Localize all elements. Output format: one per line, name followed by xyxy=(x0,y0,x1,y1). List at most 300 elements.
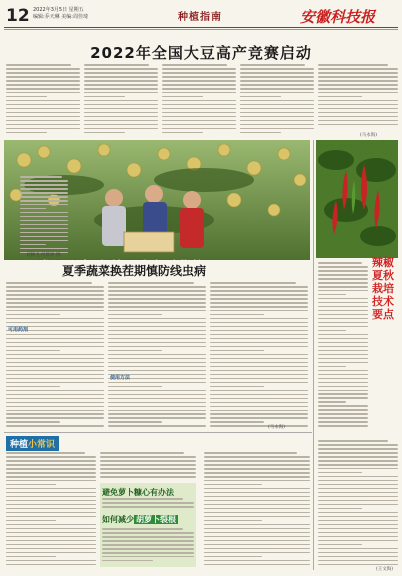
text-lines xyxy=(318,64,398,125)
subhead: 可用药剂 xyxy=(8,327,29,333)
text-line xyxy=(318,564,398,566)
text-line xyxy=(6,464,96,466)
text-line xyxy=(318,88,398,90)
text-line xyxy=(162,84,236,86)
text-line xyxy=(318,504,398,506)
text-line xyxy=(108,282,194,284)
text-line xyxy=(240,84,314,86)
tip-text xyxy=(102,528,194,566)
article-credit: (马永海) xyxy=(268,425,286,430)
text-line xyxy=(162,100,236,102)
text-line xyxy=(162,112,236,114)
text-line xyxy=(6,318,104,320)
text-line xyxy=(6,298,104,300)
text-line xyxy=(100,472,196,474)
text-line xyxy=(318,342,368,344)
text-line xyxy=(108,366,206,368)
text-line xyxy=(318,512,398,514)
text-line xyxy=(318,444,398,446)
text-line xyxy=(210,330,308,332)
text-line xyxy=(204,476,310,478)
tip-heading xyxy=(102,514,178,525)
text-line xyxy=(210,302,308,304)
text-line xyxy=(6,108,80,110)
article-column xyxy=(240,64,314,136)
text-line xyxy=(204,472,310,474)
text-line xyxy=(6,528,96,530)
text-line xyxy=(100,476,196,478)
text-lines xyxy=(6,282,104,427)
text-line xyxy=(162,116,236,118)
text-line xyxy=(318,548,398,550)
text-line xyxy=(162,92,236,94)
text-line xyxy=(6,76,80,78)
text-line xyxy=(84,72,158,74)
text-line xyxy=(318,310,368,312)
section-tag xyxy=(6,436,59,451)
text-line xyxy=(84,112,158,114)
section-divider xyxy=(4,432,312,433)
text-line xyxy=(6,504,96,506)
text-line xyxy=(108,290,206,292)
text-line xyxy=(162,104,236,106)
text-line xyxy=(318,390,368,392)
text-line xyxy=(6,452,85,454)
text-line xyxy=(318,100,398,102)
text-line xyxy=(210,370,308,372)
text-line xyxy=(6,342,104,344)
text-line xyxy=(318,358,368,360)
text-line xyxy=(6,120,80,122)
text-line xyxy=(6,540,96,542)
text-line xyxy=(210,366,308,368)
text-line xyxy=(6,413,104,415)
text-line xyxy=(84,132,125,134)
text-line xyxy=(204,480,310,482)
text-line xyxy=(210,362,308,364)
text-line xyxy=(102,544,194,546)
text-line xyxy=(6,286,104,288)
text-line xyxy=(204,520,262,522)
text-line xyxy=(318,413,368,415)
text-line xyxy=(204,504,310,506)
text-line xyxy=(210,294,308,296)
text-line xyxy=(6,92,80,94)
text-line xyxy=(108,334,206,336)
text-line xyxy=(204,468,310,470)
text-line xyxy=(6,532,96,534)
text-line xyxy=(318,405,368,407)
text-line xyxy=(20,176,62,178)
text-line xyxy=(240,96,281,98)
text-lines xyxy=(210,282,308,427)
text-line xyxy=(20,188,68,190)
text-line xyxy=(318,64,388,66)
text-line xyxy=(318,326,368,328)
text-line xyxy=(162,128,236,130)
text-line xyxy=(20,224,68,226)
text-line xyxy=(318,294,346,296)
text-line xyxy=(108,354,206,356)
text-line xyxy=(318,496,398,498)
text-line xyxy=(6,472,96,474)
text-line xyxy=(318,266,368,268)
text-line xyxy=(6,124,80,126)
text-line xyxy=(6,556,56,558)
text-line xyxy=(100,452,184,454)
text-line xyxy=(318,476,398,478)
text-line xyxy=(318,492,398,494)
text-line xyxy=(6,394,104,396)
text-line xyxy=(6,460,96,462)
text-line xyxy=(6,310,104,312)
text-line xyxy=(6,100,80,102)
issue-editors: 编辑:乔天琳 美编:周佳琦 xyxy=(33,14,88,20)
text-line xyxy=(210,402,308,404)
text-line xyxy=(108,370,206,372)
text-line xyxy=(210,425,308,427)
text-line xyxy=(318,262,362,264)
text-line xyxy=(318,306,368,308)
text-line xyxy=(318,468,398,470)
article-column xyxy=(6,64,80,136)
text-line xyxy=(240,100,314,102)
text-line xyxy=(20,244,46,246)
text-line xyxy=(6,524,96,526)
photo-caption-text xyxy=(20,176,68,256)
text-line xyxy=(210,326,308,328)
text-line xyxy=(108,326,206,328)
text-line xyxy=(84,104,158,106)
text-line xyxy=(318,425,368,427)
text-line xyxy=(84,128,158,130)
text-line xyxy=(210,398,308,400)
text-line xyxy=(240,72,314,74)
text-line xyxy=(108,417,206,419)
text-line xyxy=(318,104,398,106)
text-line xyxy=(20,220,68,222)
text-line xyxy=(6,362,104,364)
text-line xyxy=(318,330,346,332)
text-line xyxy=(318,401,346,403)
text-line xyxy=(318,286,368,288)
text-line xyxy=(6,520,56,522)
text-line xyxy=(6,358,104,360)
text-line xyxy=(204,560,310,562)
text-line xyxy=(318,452,398,454)
text-line xyxy=(6,406,104,408)
text-line xyxy=(84,124,158,126)
masthead-logo: 安徽科技报 xyxy=(300,8,376,26)
text-line xyxy=(84,96,125,98)
text-line xyxy=(240,68,314,70)
text-line xyxy=(6,421,60,423)
tip-heading-text: 如何减少 xyxy=(102,515,134,524)
text-line xyxy=(108,394,206,396)
text-line xyxy=(318,440,388,442)
text-line xyxy=(204,508,310,510)
header-rule-thin xyxy=(4,29,398,30)
text-line xyxy=(318,528,398,530)
text-line xyxy=(318,322,368,324)
pepper-illustration xyxy=(316,140,398,258)
text-line xyxy=(318,354,368,356)
text-line xyxy=(6,425,104,427)
text-line xyxy=(6,338,104,340)
text-line xyxy=(20,192,68,194)
text-line xyxy=(108,398,206,400)
text-line xyxy=(6,516,96,518)
text-line xyxy=(240,124,314,126)
text-line xyxy=(210,318,308,320)
text-line xyxy=(210,342,308,344)
text-line xyxy=(108,306,206,308)
text-line xyxy=(318,552,398,554)
text-line xyxy=(6,314,60,316)
text-line xyxy=(318,472,362,474)
text-line xyxy=(108,310,206,312)
text-line xyxy=(20,216,68,218)
text-line xyxy=(6,72,80,74)
subhead: 使用方法 xyxy=(110,375,131,381)
text-line xyxy=(210,382,308,384)
text-line xyxy=(6,64,71,66)
text-line xyxy=(6,104,80,106)
tip-heading-badge: 胡萝卜裂根 xyxy=(136,515,176,524)
text-line xyxy=(240,120,314,122)
text-line xyxy=(6,398,104,400)
header-rule xyxy=(4,27,398,28)
text-line xyxy=(84,92,158,94)
text-line xyxy=(318,108,398,110)
text-line xyxy=(6,390,104,392)
text-line xyxy=(6,500,96,502)
tip-text xyxy=(102,498,194,512)
text-line xyxy=(210,310,308,312)
text-line xyxy=(210,346,308,348)
text-line xyxy=(318,124,398,126)
article-column xyxy=(100,452,196,480)
issue-meta xyxy=(33,7,88,21)
text-line xyxy=(318,382,368,384)
text-line xyxy=(162,72,236,74)
text-line xyxy=(204,460,310,462)
text-line xyxy=(108,286,206,288)
text-line xyxy=(318,302,368,304)
text-line xyxy=(210,374,308,376)
text-line xyxy=(318,366,346,368)
text-line xyxy=(108,382,206,384)
text-line xyxy=(318,270,368,272)
page-number: 12 xyxy=(6,6,30,26)
text-line xyxy=(84,108,158,110)
text-line xyxy=(210,350,264,352)
text-line xyxy=(318,456,398,458)
text-line xyxy=(108,318,206,320)
text-line xyxy=(240,116,314,118)
text-line xyxy=(318,314,368,316)
text-line xyxy=(102,540,194,542)
text-line xyxy=(108,322,206,324)
text-line xyxy=(6,346,104,348)
article-column xyxy=(6,282,104,430)
column-divider xyxy=(313,140,314,570)
text-line xyxy=(204,540,310,542)
text-line xyxy=(204,452,297,454)
text-line xyxy=(318,480,398,482)
text-line xyxy=(162,124,236,126)
text-line xyxy=(108,410,206,412)
text-line xyxy=(204,456,310,458)
text-line xyxy=(162,132,203,134)
text-line xyxy=(6,354,104,356)
text-lines xyxy=(162,64,236,133)
text-line xyxy=(6,484,56,486)
text-line xyxy=(100,456,196,458)
text-line xyxy=(210,290,308,292)
text-line xyxy=(204,464,310,466)
text-lines xyxy=(102,528,194,561)
text-line xyxy=(84,120,158,122)
text-line xyxy=(6,112,80,114)
text-line xyxy=(6,382,104,384)
text-line xyxy=(318,68,398,70)
text-line xyxy=(108,346,206,348)
text-line xyxy=(204,524,310,526)
text-line xyxy=(318,560,398,562)
text-line xyxy=(100,460,196,462)
text-line xyxy=(318,540,398,542)
text-line xyxy=(318,508,362,510)
text-line xyxy=(318,544,362,546)
text-line xyxy=(204,548,310,550)
text-line xyxy=(318,532,398,534)
text-lines xyxy=(204,452,310,565)
text-line xyxy=(204,532,310,534)
text-line xyxy=(100,468,196,470)
text-lines xyxy=(100,452,196,478)
text-line xyxy=(108,338,206,340)
text-line xyxy=(240,132,281,134)
text-line xyxy=(6,302,104,304)
text-line xyxy=(20,232,68,234)
text-line xyxy=(240,88,314,90)
text-lines xyxy=(6,452,96,565)
text-line xyxy=(318,484,398,486)
text-line xyxy=(84,84,158,86)
text-line xyxy=(162,96,203,98)
tip-heading-text: 避免萝卜糠心 xyxy=(102,488,150,497)
text-line xyxy=(240,80,314,82)
text-line xyxy=(102,532,194,534)
text-line xyxy=(6,560,96,562)
text-line xyxy=(204,492,310,494)
text-line xyxy=(204,536,310,538)
text-line xyxy=(6,350,60,352)
text-line xyxy=(20,248,68,250)
text-line xyxy=(6,88,80,90)
text-line xyxy=(318,278,368,280)
text-line xyxy=(318,274,368,276)
article-column xyxy=(210,282,308,430)
text-line xyxy=(204,500,310,502)
text-line xyxy=(318,520,398,522)
text-line xyxy=(204,512,310,514)
text-line xyxy=(318,464,398,466)
text-lines xyxy=(20,176,68,253)
text-line xyxy=(210,306,308,308)
text-line xyxy=(318,96,362,98)
side-article-title: 辣椒夏秋栽培技术要点 xyxy=(372,256,394,321)
text-line xyxy=(102,552,194,554)
text-line xyxy=(6,476,96,478)
text-line xyxy=(6,468,96,470)
tip-heading-rest: 有办法 xyxy=(150,488,174,497)
text-line xyxy=(6,370,104,372)
text-line xyxy=(318,338,368,340)
text-line xyxy=(210,322,308,324)
article-headline: 夏季蔬菜换茬期慎防线虫病 xyxy=(62,264,207,278)
text-line xyxy=(102,556,194,558)
text-line xyxy=(210,394,308,396)
article-column xyxy=(204,452,310,570)
text-line xyxy=(318,76,398,78)
text-line xyxy=(20,184,68,186)
text-lines xyxy=(84,64,158,133)
text-line xyxy=(6,306,104,308)
article-column xyxy=(318,64,398,130)
text-line xyxy=(318,378,368,380)
text-line xyxy=(102,536,194,538)
text-line xyxy=(6,417,104,419)
text-line xyxy=(84,88,158,90)
side-article-column xyxy=(318,440,398,568)
text-line xyxy=(318,448,398,450)
text-line xyxy=(318,120,398,122)
text-line xyxy=(318,72,398,74)
text-line xyxy=(102,498,183,500)
text-line xyxy=(6,322,104,324)
text-line xyxy=(318,417,368,419)
text-line xyxy=(210,314,264,316)
text-line xyxy=(318,536,398,538)
text-line xyxy=(6,378,104,380)
article-column xyxy=(108,282,206,430)
pepper-photo xyxy=(316,140,398,258)
text-line xyxy=(162,68,236,70)
text-line xyxy=(108,358,206,360)
text-line xyxy=(210,417,308,419)
text-line xyxy=(318,488,398,490)
tip-heading xyxy=(102,487,174,498)
text-line xyxy=(240,64,305,66)
text-line xyxy=(6,410,104,412)
text-line xyxy=(20,236,68,238)
text-line xyxy=(162,76,236,78)
text-line xyxy=(204,516,310,518)
text-line xyxy=(318,421,368,423)
text-line xyxy=(240,128,314,130)
text-line xyxy=(162,108,236,110)
article-credit: (马永海) xyxy=(360,133,378,138)
article-column xyxy=(6,452,96,570)
text-line xyxy=(318,346,368,348)
page-header xyxy=(0,0,402,28)
text-line xyxy=(6,132,47,134)
text-line xyxy=(84,68,158,70)
text-line xyxy=(108,298,206,300)
text-line xyxy=(6,544,96,546)
